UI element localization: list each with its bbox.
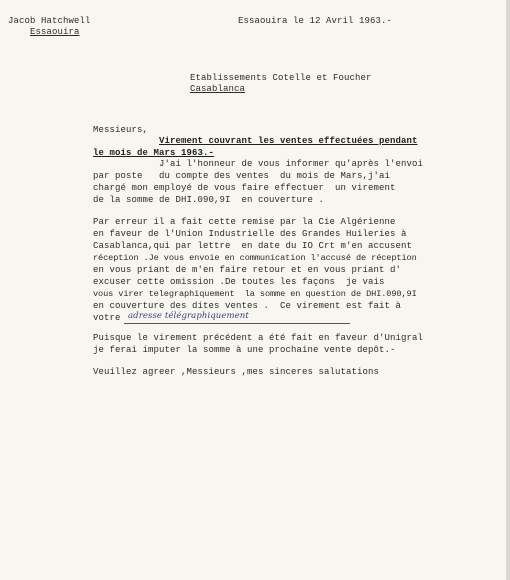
closing: Veuillez agreer ,Messieurs ,mes sinceres salutations [93, 367, 380, 377]
p2-line-2: en faveur de l'Union Industrielle des Grandes Huileries à [93, 229, 407, 239]
p2-line-1: Par erreur il a fait cette remise par la Cie Algérienne [93, 217, 396, 227]
handwritten-underline [124, 323, 350, 324]
sender-name: Jacob Hatchwell [8, 16, 91, 26]
handwritten-insert: adresse télégraphiquement [128, 311, 249, 321]
p2-line-4: réception .Je vous envoie en communication l'accusé de réception [93, 253, 417, 263]
p3-line-2: je ferai imputer la somme à une prochaine vente depôt.- [93, 345, 396, 355]
p2-line-3: Casablanca,qui par lettre en date du IO Crt m'en accusent [93, 241, 413, 251]
place-date: Essaouira le 12 Avril 1963.- [238, 16, 393, 26]
page-edge [506, 0, 510, 580]
p2-line-9: votre [93, 313, 121, 323]
salutation: Messieurs, [93, 125, 149, 135]
p2-line-8: en couverture des dites ventes . Ce virement est fait à [93, 301, 402, 311]
subject-line-2: le mois de Mars 1963.- [93, 148, 215, 158]
p2-line-6: excuser cette omission .De toutes les façons je vais [93, 277, 385, 287]
sender-city: Essaouira [30, 27, 80, 37]
subject-line-1: Virement couvrant les ventes effectuées pendant [159, 136, 418, 146]
p1-line-1: J'ai l'honneur de vous informer qu'après l'envoi [159, 159, 424, 169]
p2-line-7: vous virer telegraphiquement la somme en question de DHI.090,9I [93, 289, 417, 299]
p1-line-2: par poste du compte des ventes du mois de Mars,j'ai [93, 171, 391, 181]
p1-line-3: chargé mon employé de vous faire effectuer un virement [93, 183, 396, 193]
p2-line-5: en vous priant de m'en faire retour et en vous priant d' [93, 265, 402, 275]
p1-line-4: de la somme de DHI.090,9I en couverture . [93, 195, 325, 205]
recipient-city: Casablanca [190, 84, 246, 94]
recipient-name: Etablissements Cotelle et Foucher [190, 73, 372, 83]
p3-line-1: Puisque le virement précédent a été fait en faveur d'Unigral [93, 333, 424, 343]
